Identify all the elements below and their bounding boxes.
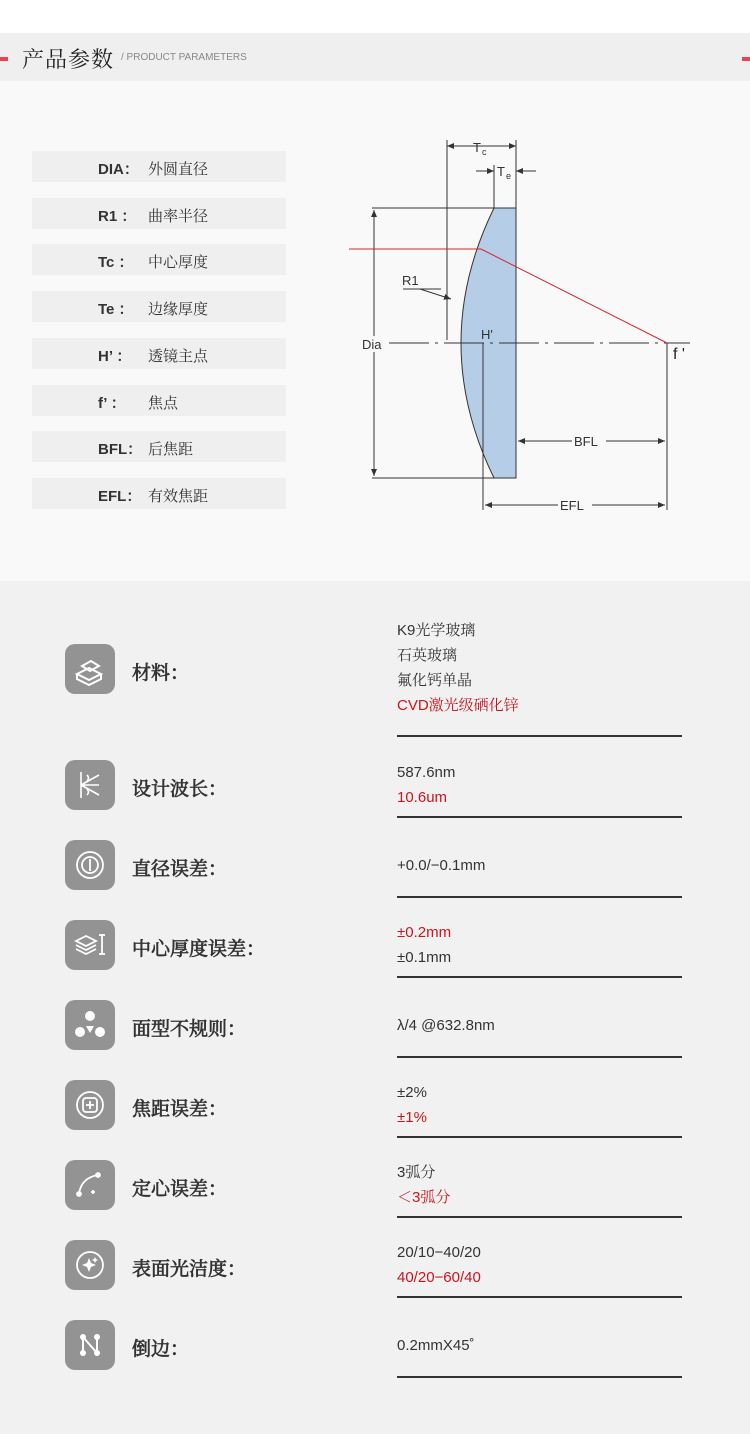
legend-value: 曲率半径 <box>148 208 209 225</box>
efl-label: EFL <box>560 498 584 513</box>
spec-divider <box>397 896 682 898</box>
spec-divider <box>397 816 682 818</box>
legend-item-efl <box>32 478 286 509</box>
thickness-icon <box>65 920 115 970</box>
spec-value: 0.2mmX45˚ <box>397 1337 475 1354</box>
legend-item-h <box>32 338 286 369</box>
spec-value: ±2% <box>397 1084 427 1101</box>
spec-value: 氟化钙单晶 <box>397 672 473 689</box>
section-subtitle: / PRODUCT PARAMETERS <box>121 52 247 63</box>
surface-icon <box>65 1000 115 1050</box>
centering-icon <box>65 1160 115 1210</box>
spec-value: 20/10−40/20 <box>397 1244 481 1261</box>
spec-label: 直径误差： <box>132 859 228 880</box>
spec-value: 3弧分 <box>397 1164 436 1181</box>
spec-row-diameter <box>0 840 750 900</box>
spec-value: ±0.2mm <box>397 924 452 941</box>
spec-row-thickness <box>0 920 750 980</box>
spec-values <box>397 1080 427 1130</box>
spec-row-surface <box>0 1000 750 1060</box>
spec-divider <box>397 1056 682 1058</box>
spec-divider <box>397 735 682 737</box>
legend-key: DIA： <box>98 161 139 178</box>
spec-label: 表面光洁度： <box>132 1259 247 1280</box>
spec-values <box>397 1333 475 1358</box>
h-label: H' <box>481 327 493 342</box>
spec-row-material <box>0 618 750 743</box>
spec-divider <box>397 1136 682 1138</box>
spec-divider <box>397 1376 682 1378</box>
legend-value: 外圆直径 <box>148 161 209 178</box>
spec-divider <box>397 1216 682 1218</box>
spec-values <box>397 853 485 878</box>
spec-value: +0.0/−0.1mm <box>397 857 486 874</box>
legend-value: 边缘厚度 <box>148 301 209 318</box>
spec-value: K9光学玻璃 <box>397 622 476 639</box>
spec-label: 定心误差： <box>132 1179 228 1200</box>
te-sub-label: e <box>506 171 512 181</box>
spec-row-bevel <box>0 1320 750 1380</box>
tc-label: T <box>473 140 481 155</box>
legend-key: Te ： <box>98 301 134 318</box>
legend-value: 焦点 <box>148 395 179 412</box>
spec-label: 中心厚度误差： <box>132 939 266 960</box>
spec-row-wavelength <box>0 760 750 820</box>
section-header <box>0 33 750 81</box>
focus-icon <box>65 1080 115 1130</box>
spec-label: 设计波长： <box>132 779 228 800</box>
legend-key: Tc ： <box>98 254 134 271</box>
spec-value: ±1% <box>397 1109 427 1126</box>
legend-item-te <box>32 291 286 322</box>
lens-diagram <box>340 130 720 520</box>
spec-label: 面型不规则： <box>132 1019 247 1040</box>
legend-value: 后焦距 <box>148 441 194 458</box>
spec-divider <box>397 1296 682 1298</box>
legend-key: f’ ： <box>98 395 126 412</box>
bevel-icon <box>65 1320 115 1370</box>
legend-value: 透镜主点 <box>148 348 209 365</box>
legend-key: BFL： <box>98 441 143 458</box>
legend-item-tc <box>32 244 286 275</box>
section-title: 产品参数 <box>22 47 115 72</box>
legend-item-f <box>32 385 286 416</box>
spec-value: ±0.1mm <box>397 949 452 966</box>
r1-label: R1 <box>402 273 419 288</box>
spec-values <box>397 760 455 810</box>
legend-key: H’ ： <box>98 348 132 365</box>
dia-label: Dia <box>362 337 382 352</box>
diameter-icon <box>65 840 115 890</box>
spec-values <box>397 1013 495 1038</box>
te-label: T <box>497 164 505 179</box>
sparkle-icon <box>65 1240 115 1290</box>
spec-value: 10.6um <box>397 789 448 806</box>
f-label: f ' <box>673 346 685 363</box>
glass-blocks-icon <box>65 644 115 694</box>
spec-value: λ/4 @632.8nm <box>397 1017 495 1034</box>
spec-value: 石英玻璃 <box>397 647 458 664</box>
spec-label: 倒边： <box>132 1339 190 1360</box>
legend-item-bfl <box>32 431 286 462</box>
legend-item-dia <box>32 151 286 182</box>
spec-row-centering <box>0 1160 750 1220</box>
tc-sub-label: c <box>482 147 487 157</box>
spec-label: 焦距误差： <box>132 1099 228 1120</box>
spec-value: 40/20−60/40 <box>397 1269 481 1286</box>
spec-value: 587.6nm <box>397 764 456 781</box>
spec-row-finish <box>0 1240 750 1300</box>
spec-label: 材料： <box>132 663 190 684</box>
legend-value: 中心厚度 <box>148 254 209 271</box>
legend-item-r1 <box>32 198 286 229</box>
spec-value: ＜3弧分 <box>397 1189 451 1206</box>
spec-values <box>397 920 451 970</box>
accent-bar-left <box>0 57 8 61</box>
legend-value: 有效焦距 <box>148 488 209 505</box>
spec-divider <box>397 976 682 978</box>
wavelength-icon <box>65 760 115 810</box>
spec-values <box>397 1160 450 1210</box>
accent-bar-right <box>742 57 750 61</box>
bfl-label: BFL <box>574 434 598 449</box>
spec-value: CVD激光级硒化锌 <box>397 697 519 714</box>
spec-row-focus <box>0 1080 750 1140</box>
spec-values <box>397 1240 481 1290</box>
spec-values <box>397 618 519 718</box>
legend-key: R1 ： <box>98 208 137 225</box>
legend-key: EFL： <box>98 488 142 505</box>
